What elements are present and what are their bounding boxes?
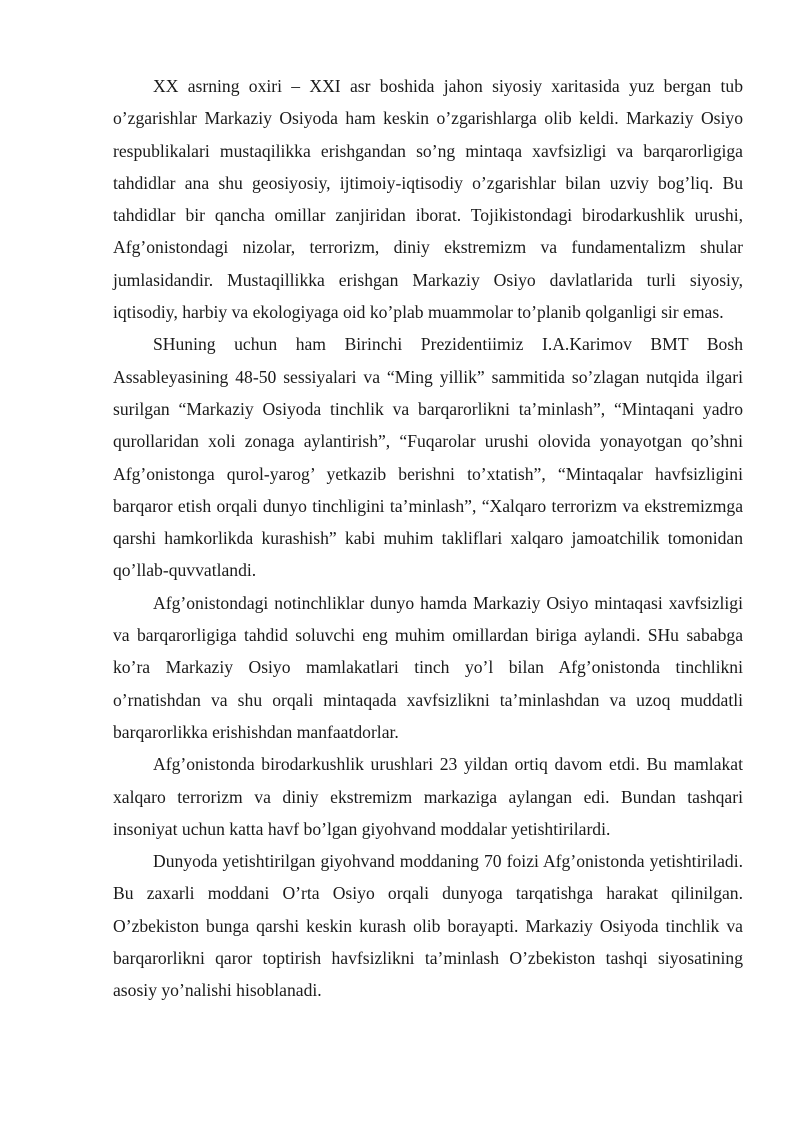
paragraph-5: Dunyoda yetishtirilgan giyohvand moddaning 70 foizi Afg’onistonda yetishtiriladi. Bu zaxarli moddani O’rta Osiyo orqali dunyoga tarqatishga harakat qilinilgan. O’zbekiston bunga qarshi keskin kurash olib borayapti. Markaziy Osiyoda tinchlik va barqarorlikni qaror toptirish havfsizlikni ta’minlash O’zbekiston tashqi siyosatining asosiy yo’nalishi hisoblanadi. <box>113 851 743 1001</box>
paragraph-2: SHuning uchun ham Birinchi Prezidentiimiz I.A.Karimov BMT Bosh Assableyasining 48-50 sessiyalari va “Ming yillik” sammitida so’zlagan nutqida ilgari surilgan “Markaziy Osiyoda tinchlik va barqarorlikni ta’minlash”, “Mintaqani yadro qurollaridan xoli zonaga aylantirish”, “Fuqarolar urushi olovida yonayotgan qo’shni Afg’onistonga qurol-yarog’ yetkazib berishni to’xtatish”, “Mintaqalar havfsizligini barqaror etish orqali dunyo tinchligini ta’minlash”, “Xalqaro terrorizm va ekstremizmga qarshi hamkorlikda kurashish” kabi muhim takliflari xalqaro jamoatchilik tomonidan qo’llab-quvvatlandi. <box>113 334 743 581</box>
paragraph-4: Afg’onistonda birodarkushlik urushlari 23 yildan ortiq davom etdi. Bu mamlakat xalqaro terrorizm va diniy ekstremizm markaziga aylangan edi. Bundan tashqari insoniyat uchun katta havf bo’lgan giyohvand moddalar yetishtirilardi. <box>113 754 743 839</box>
document-page <box>113 70 743 1007</box>
paragraph-1: XX asrning oxiri – XXI asr boshida jahon siyosiy xaritasida yuz bergan tub o’zgarishlar Markaziy Osiyoda ham keskin o’zgarishlarga olib keldi. Markaziy Osiyo respublikalari mustaqilikka erishgandan so’ng mintaqa xavfsizligi va barqarorligiga tahdidlar ana shu geosiyosiy, ijtimoiy-iqtisodiy o’zgarishlar bilan uzviy bog’liq. Bu tahdidlar bir qancha omillar zanjiridan iborat. Tojikistondagi birodarkushlik urushi, Afg’onistondagi nizolar, terrorizm, diniy ekstremizm va fundamentalizm shular jumlasidandir. Mustaqillikka erishgan Markaziy Osiyo davlatlarida turli siyosiy, iqtisodiy, harbiy va ekologiyaga oid ko’plab muammolar to’planib qolganligi sir emas. <box>113 76 743 323</box>
paragraph-3: Afg’onistondagi notinchliklar dunyo hamda Markaziy Osiyo mintaqasi xavfsizligi va barqarorligiga tahdid soluvchi eng muhim omillardan biriga aylandi. SHu sababga ko’ra Markaziy Osiyo mamlakatlari tinch yo’l bilan Afg’onistonda tinchlikni o’rnatishdan va shu orqali mintaqada xavfsizlikni ta’minlashdan va uzoq muddatli barqarorlikka erishishdan manfaatdorlar. <box>113 592 743 742</box>
